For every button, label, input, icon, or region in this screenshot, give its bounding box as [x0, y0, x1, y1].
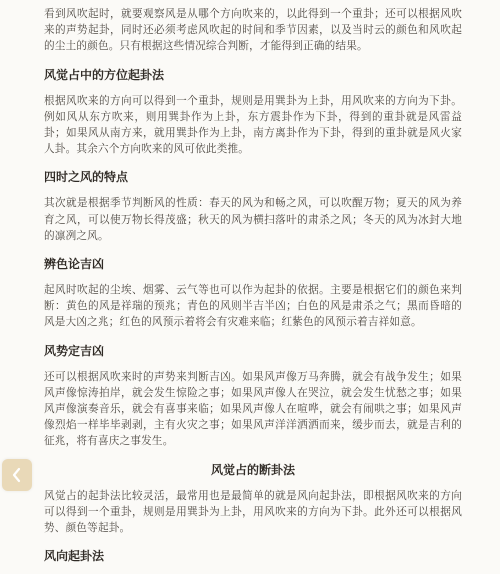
chevron-left-icon	[11, 467, 23, 483]
center-heading: 风觉占的断卦法	[210, 462, 295, 477]
section-text-color: 起风时吹起的尘埃、烟雾、云气等也可以作为起卦的依据。主要是根据它们的颜色来判断：黄色的风是祥瑞的预兆；青色的风则半吉半凶；白色的风是肃杀之气；黑而昏暗的风是大凶之兆；红色的风预示着将会有灾难来临；红紫色的风预示着吉祥如意。	[44, 284, 462, 329]
closing-paragraph: 风觉占的起卦法比较灵活，最常用也是最简单的就是风向起卦法，即根据风吹来的方向可以得到一个重卦，规则是用巽卦为上卦，用风吹来的方向为下卦。此外还可以根据风势、颜色等起卦。	[44, 489, 462, 535]
section-heading-direction: 风觉占中的方位起卦法	[44, 67, 165, 82]
back-button[interactable]	[2, 459, 32, 491]
intro-paragraph: 看到风吹起时，就要观察风是从哪个方向吹来的，以此得到一个重卦；还可以根据风吹来的声势起卦，同时还必须考虑风吹起的时间和季节因素，以及当时云的颜色和风吹起的尘土的颜色。只有根据这些情况综合判断，才能得到正确的结果。	[44, 8, 462, 53]
article-content	[44, 6, 462, 574]
section-text-direction: 根据风吹来的方向可以得到一个重卦，规则是用巽卦为上卦，用风吹来的方向为下卦。例如风从东方吹来，则用巽卦作为上卦，东方震卦作为下卦，得到的重卦就是风雷益卦；如果风从南方来，就用巽卦作为上卦，南方离卦作为下卦，得到的重卦就是风火家人卦。其余六个方向吹来的风可依此类推。	[44, 94, 462, 156]
section-heading-seasons: 四时之风的特点	[44, 170, 129, 185]
section-heading-color: 辨色论吉凶	[44, 257, 105, 272]
section-heading-force: 风势定吉凶	[44, 343, 105, 358]
section-text-force: 还可以根据风吹来时的声势来判断吉凶。如果风声像万马奔腾，就会有战争发生；如果风声像惊涛拍岸，就会发生惊险之事；如果风声像人在哭泣，就会发生忧愁之事；如果风声像演奏音乐，就会有喜事来临；如果风声像人在喧哗，就会有闹哄之事；如果风声像烈焰一样毕毕剥剥，主有火灾之事；如果风声洋洋洒洒而来，缓步而去，就是吉利的征兆，将有喜庆之事发生。	[44, 370, 462, 448]
last-heading: 风向起卦法	[44, 549, 105, 564]
section-text-seasons: 其次就是根据季节判断风的性质：春天的风为和畅之风，可以吹醒万物；夏天的风为养育之风，可以使万物长得茂盛；秋天的风为横扫落叶的肃杀之风；冬天的风为冰封大地的凛冽之风。	[44, 197, 462, 242]
